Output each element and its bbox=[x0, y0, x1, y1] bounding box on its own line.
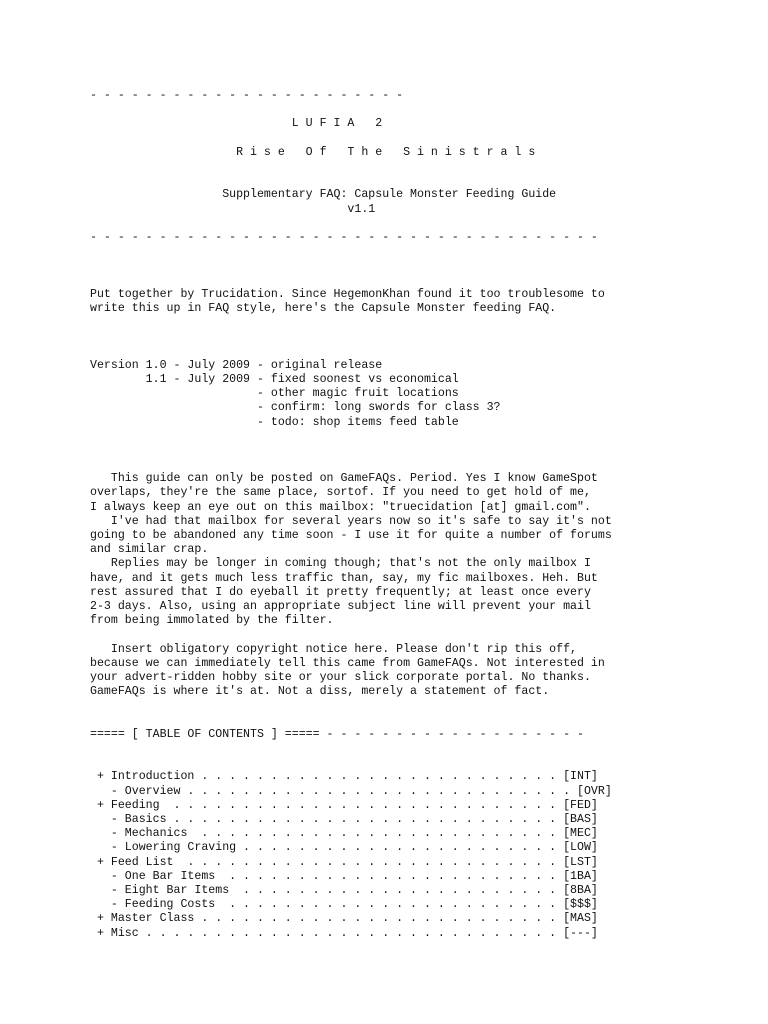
faq-version: v1.1 bbox=[90, 202, 376, 216]
copyright-paragraph-line: your advert-ridden hobby site or your slick corporate portal. No thanks. bbox=[90, 671, 591, 685]
blank-line bbox=[90, 103, 612, 117]
blank-line bbox=[90, 714, 612, 728]
notice-paragraph-line: Replies may be longer in coming though; that's not the only mailbox I bbox=[90, 557, 591, 571]
title-divider: - - - - - - - - - - - - - - - - - - - - - - - - - - - - - - - - - - - - - bbox=[90, 230, 598, 244]
blank-line bbox=[90, 274, 612, 288]
notice-paragraph-line: overlaps, they're the same place, sortof. If you need to get hold of me, bbox=[90, 486, 591, 500]
blank-line bbox=[90, 174, 612, 188]
toc-entry-master-class: + Master Class . . . . . . . . . . . . . . . . . . . . . . . . . . [MAS] bbox=[90, 912, 598, 926]
game-title: L U F I A 2 bbox=[90, 117, 383, 131]
toc-entry-feed-list: + Feed List . . . . . . . . . . . . . . . . . . . . . . . . . . . [LST] bbox=[90, 855, 598, 869]
toc-entry-mechanics: - Mechanics . . . . . . . . . . . . . . . . . . . . . . . . . . [MEC] bbox=[90, 827, 598, 841]
toc-entry-misc: + Misc . . . . . . . . . . . . . . . . . . . . . . . . . . . . . . [---] bbox=[90, 926, 598, 940]
copyright-paragraph-line: because we can immediately tell this came from GameFAQs. Not interested in bbox=[90, 656, 605, 670]
notice-paragraph-line: I've had that mailbox for several years now so it's safe to say it's not bbox=[90, 514, 612, 528]
faq-title: Supplementary FAQ: Capsule Monster Feeding Guide bbox=[90, 188, 557, 202]
notice-paragraph-line: going to be abandoned any time soon - I use it for quite a number of forums bbox=[90, 529, 612, 543]
version-history-line: 1.1 - July 2009 - fixed soonest vs economical bbox=[90, 372, 459, 386]
toc-entry-eight-bar-items: - Eight Bar Items . . . . . . . . . . . . . . . . . . . . . . . [8BA] bbox=[90, 884, 598, 898]
notice-paragraph-line: This guide can only be posted on GameFAQs. Period. Yes I know GameSpot bbox=[90, 472, 598, 486]
notice-paragraph-line: rest assured that I do eyeball it pretty frequently; at least once every bbox=[90, 585, 591, 599]
blank-line bbox=[90, 430, 612, 444]
version-history-line: - confirm: long swords for class 3? bbox=[90, 401, 501, 415]
blank-line bbox=[90, 160, 612, 174]
blank-line bbox=[90, 444, 612, 458]
toc-entry-feeding: + Feeding . . . . . . . . . . . . . . . . . . . . . . . . . . . . [FED] bbox=[90, 798, 598, 812]
notice-paragraph-line: I always keep an eye out on this mailbox: "truecidation [at] gmail.com". bbox=[90, 500, 591, 514]
notice-paragraph-line: from being immolated by the filter. bbox=[90, 614, 334, 628]
game-subtitle: R i s e O f T h e S i n i s t r a l s bbox=[90, 145, 536, 159]
blank-line bbox=[90, 742, 612, 756]
blank-line bbox=[90, 259, 612, 273]
toc-entry-one-bar-items: - One Bar Items . . . . . . . . . . . . . . . . . . . . . . . . [1BA] bbox=[90, 869, 598, 883]
blank-line bbox=[90, 316, 612, 330]
notice-paragraph-line: and similar crap. bbox=[90, 543, 209, 557]
blank-line bbox=[90, 245, 612, 259]
blank-line bbox=[90, 700, 612, 714]
intro-paragraph-line: write this up in FAQ style, here's the Capsule Monster feeding FAQ. bbox=[90, 301, 557, 315]
blank-line bbox=[90, 756, 612, 770]
version-history-line: - other magic fruit locations bbox=[90, 387, 459, 401]
intro-paragraph-line: Put together by Trucidation. Since HegemonKhan found it too troublesome to bbox=[90, 287, 605, 301]
version-history-line: - todo: shop items feed table bbox=[90, 415, 459, 429]
toc-entry-basics: - Basics . . . . . . . . . . . . . . . . . . . . . . . . . . . . [BAS] bbox=[90, 813, 598, 827]
blank-line bbox=[90, 217, 612, 231]
toc-entry-overview: - Overview . . . . . . . . . . . . . . . . . . . . . . . . . . . . [OVR] bbox=[90, 784, 612, 798]
blank-line bbox=[90, 629, 612, 643]
copyright-paragraph-line: Insert obligatory copyright notice here. Please don't rip this off, bbox=[90, 642, 578, 656]
copyright-paragraph-line: GameFAQs is where it's at. Not a diss, merely a statement of fact. bbox=[90, 685, 550, 699]
toc-entry-introduction: + Introduction . . . . . . . . . . . . . . . . . . . . . . . . . . [INT] bbox=[90, 770, 598, 784]
header-divider: - - - - - - - - - - - - - - - - - - - - - - - bbox=[90, 89, 404, 102]
toc-heading: ===== [ TABLE OF CONTENTS ] ===== - - - - - - - - - - - - - - - - - - - bbox=[90, 727, 584, 741]
blank-line bbox=[90, 345, 612, 359]
blank-line bbox=[90, 458, 612, 472]
blank-line bbox=[90, 132, 612, 146]
toc-entry-feeding-costs: - Feeding Costs . . . . . . . . . . . . . . . . . . . . . . . . [$$$] bbox=[90, 898, 598, 912]
notice-paragraph-line: have, and it gets much less traffic than, say, my fic mailboxes. Heh. But bbox=[90, 571, 598, 585]
blank-line bbox=[90, 330, 612, 344]
notice-paragraph-line: 2-3 days. Also, using an appropriate subject line will prevent your mail bbox=[90, 600, 591, 614]
toc-entry-lowering-craving: - Lowering Craving . . . . . . . . . . . . . . . . . . . . . . . [LOW] bbox=[90, 841, 598, 855]
faq-document bbox=[90, 89, 612, 941]
version-history-line: Version 1.0 - July 2009 - original release bbox=[90, 358, 383, 372]
